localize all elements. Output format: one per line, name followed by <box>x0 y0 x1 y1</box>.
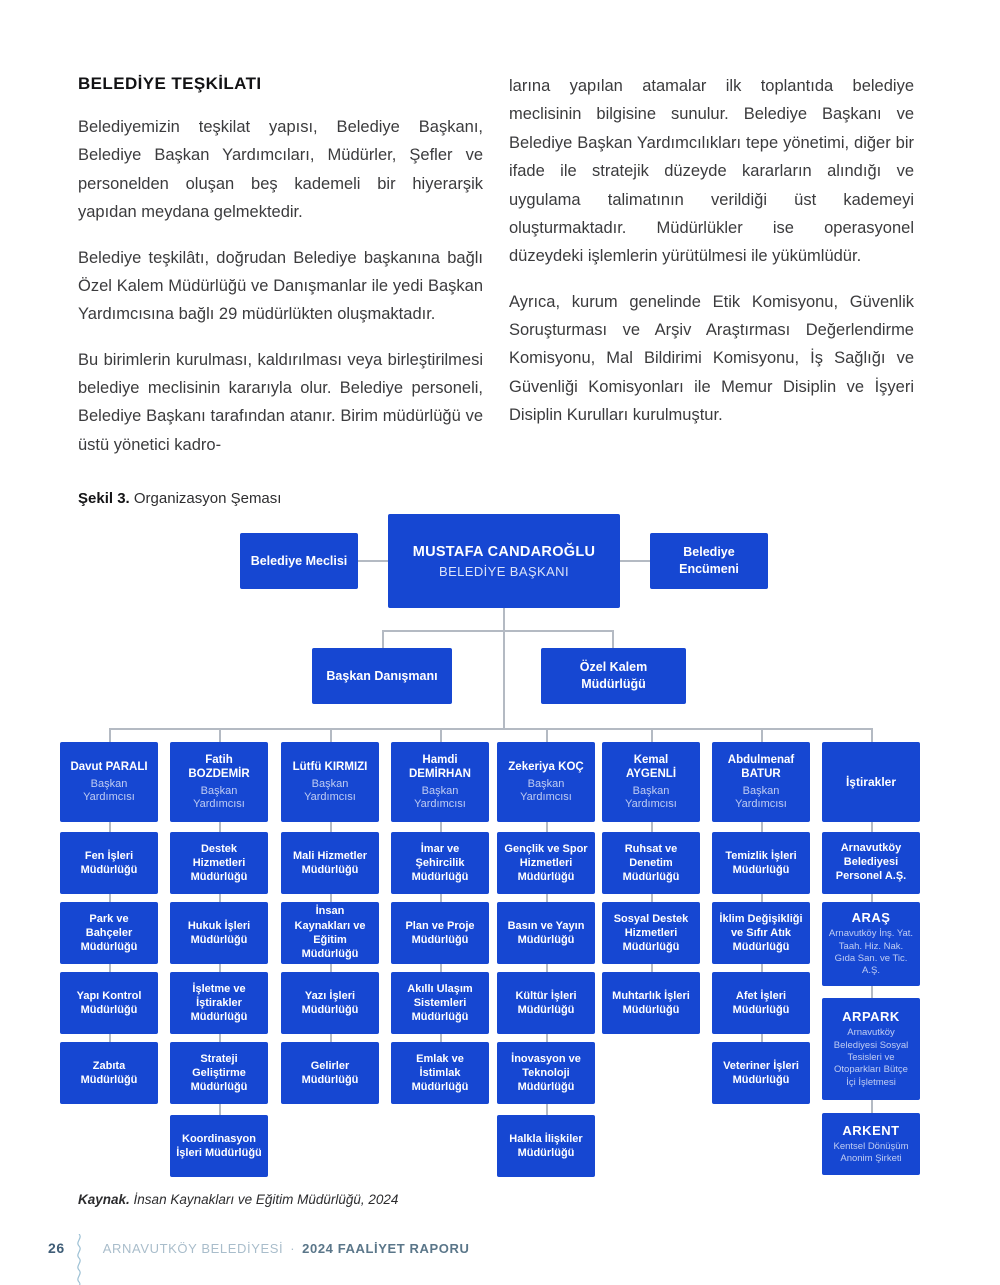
deputy-role: Başkan Yardımcısı <box>193 784 245 810</box>
advisor-label: Başkan Danışmanı <box>326 668 438 683</box>
company-name: Arnavutköy Belediyesi Personel A.Ş. <box>835 842 907 882</box>
unit-label: Koordinasyon İşleri Müdürlüğü <box>176 1132 262 1159</box>
unit-label: İnovasyon ve Teknoloji Müdürlüğü <box>511 1052 581 1094</box>
unit-label: Ruhsat ve Denetim Müdürlüğü <box>622 842 680 884</box>
org-node-mudurluk <box>391 1042 489 1104</box>
org-node-council <box>240 533 358 589</box>
connector <box>761 728 763 743</box>
org-node-mudurluk <box>60 902 158 964</box>
source-caption <box>78 1192 398 1207</box>
unit-label: Akıllı Ulaşım Sistemleri Müdürlüğü <box>407 982 473 1024</box>
deputy-role: Başkan Yardımcısı <box>625 784 677 810</box>
org-node-company <box>822 832 920 894</box>
unit-label: Veteriner İşleri Müdürlüğü <box>723 1059 799 1086</box>
deputy-name: İştirakler <box>845 774 897 789</box>
org-node-mudurluk <box>281 832 379 894</box>
paragraph: Ayrıca, kurum genelinde Etik Komisyonu, Güvenlik Soruşturması ve Arşiv Araştırması Değerlendirme Komisyonu, Mal Bildirimi Komisyonu, İş Sağlığı ve Güvenliği Komisyonları ile Memur Disiplin ve İşyeri Disiplin Kurulları kurulmuştur. <box>509 292 914 425</box>
org-node-mudurluk <box>497 972 595 1034</box>
org-node-deputy <box>60 742 158 822</box>
org-node-mudurluk <box>281 972 379 1034</box>
footer-org-name: ARNAVUTKÖY BELEDİYESİ <box>102 1241 284 1256</box>
unit-label: Destek Hizmetleri Müdürlüğü <box>190 842 248 884</box>
org-node-deputy <box>497 742 595 822</box>
connector <box>620 560 650 562</box>
org-node-deputy <box>822 742 920 822</box>
unit-label: Sosyal Destek Hizmetleri Müdürlüğü <box>613 912 689 954</box>
org-node-mudurluk <box>602 832 700 894</box>
org-node-private-office <box>541 648 686 704</box>
org-node-mudurluk <box>170 1042 268 1104</box>
deputy-name: Zekeriya KOÇ <box>508 761 584 774</box>
paragraph: larına yapılan atamalar ilk toplantıda belediye meclisinin bilgisine sunulur. Belediye Başkanı ve Belediye Başkan Yardımcılıkları tepe yönetimi, diğer bir ifade ile stratejik düzeyde kararların alındığı ve uygulama talimatının verildiği üst kademeyi oluşturmaktadır. Müdürlükler ise operasyonel düzeydeki işlemlerin yürütülmesi ile yükümlüdür. <box>509 77 914 266</box>
unit-label: Emlak ve İstimlak Müdürlüğü <box>411 1052 469 1094</box>
unit-label: İklim Değişikliği ve Sıfır Atık Müdürlüğü <box>719 912 803 954</box>
org-node-committee <box>650 533 768 589</box>
deputy-role: Başkan Yardımcısı <box>735 784 787 810</box>
deputy-name: Lütfü KIRMIZI <box>292 761 368 774</box>
source-caption-label: Kaynak. <box>78 1192 130 1207</box>
unit-label: Temizlik İşleri Müdürlüğü <box>725 849 797 876</box>
deputy-name: Fatih BOZDEMİR <box>188 753 250 781</box>
unit-label: Gelirler Müdürlüğü <box>301 1059 359 1086</box>
org-node-company <box>822 998 920 1100</box>
text-column-left <box>78 72 483 476</box>
org-node-mudurluk <box>712 832 810 894</box>
org-node-mudurluk <box>497 902 595 964</box>
unit-label: Strateji Geliştirme Müdürlüğü <box>190 1052 248 1094</box>
org-node-mudurluk <box>170 902 268 964</box>
org-node-mudurluk <box>170 832 268 894</box>
org-node-deputy <box>391 742 489 822</box>
unit-label: Muhtarlık İşleri Müdürlüğü <box>612 989 690 1016</box>
org-node-mudurluk <box>391 972 489 1034</box>
unit-label: Plan ve Proje Müdürlüğü <box>405 919 475 946</box>
unit-label: Fen İşleri Müdürlüğü <box>80 849 138 876</box>
text-column-right <box>509 72 914 476</box>
org-node-mudurluk <box>391 832 489 894</box>
connector <box>109 728 872 730</box>
connector <box>440 728 442 743</box>
unit-label: Park ve Bahçeler Müdürlüğü <box>80 912 138 954</box>
unit-label: Afet İşleri Müdürlüğü <box>732 989 790 1016</box>
company-name: ARPARK <box>842 1009 900 1025</box>
org-node-mudurluk <box>497 1115 595 1177</box>
unit-label: İşletme ve İştirakler Müdürlüğü <box>190 982 248 1024</box>
connector <box>382 630 384 648</box>
org-node-mudurluk <box>712 1042 810 1104</box>
connector <box>219 728 221 743</box>
org-node-mayor <box>388 514 620 608</box>
deputy-role: Başkan Yardımcısı <box>414 784 466 810</box>
company-desc: Arnavutköy Belediyesi Sosyal Tesisleri ve Otoparkları Bütçe İçi İşletmesi <box>833 1027 909 1088</box>
paragraph: Bu birimlerin kurulması, kaldırılması veya birleştirilmesi belediye meclisinin kararıyla olur. Belediye personeli, Belediye Başkanı tarafından atanır. Birim müdürlüğü ve üstü yönetici kadro- <box>78 350 483 454</box>
council-label: Belediye Meclisi <box>250 553 348 568</box>
org-node-mudurluk <box>391 902 489 964</box>
org-node-mudurluk <box>712 902 810 964</box>
unit-label: Gençlik ve Spor Hizmetleri Müdürlüğü <box>504 842 588 884</box>
body-text <box>78 72 914 476</box>
private-office-label: Özel Kalem Müdürlüğü <box>579 660 648 691</box>
deputy-role: Başkan Yardımcısı <box>520 777 572 803</box>
org-node-mudurluk <box>712 972 810 1034</box>
footer-separator: · <box>290 1241 296 1256</box>
org-node-mudurluk <box>281 902 379 964</box>
company-desc: Arnavutköy İnş. Yat. Taah. Hiz. Nak. Gıda San. ve Tic. A.Ş. <box>828 928 914 977</box>
org-node-mudurluk <box>497 1042 595 1104</box>
deputy-role: Başkan Yardımcısı <box>83 777 135 803</box>
mayor-name: MUSTAFA CANDAROĞLU <box>412 543 596 560</box>
deputy-name: Davut PARALI <box>70 761 148 774</box>
connector <box>503 608 505 729</box>
footer-report-title: 2024 FAALİYET RAPORU <box>302 1241 470 1256</box>
org-node-mudurluk <box>60 972 158 1034</box>
org-node-mudurluk <box>170 1115 268 1177</box>
unit-label: Zabıta Müdürlüğü <box>80 1059 138 1086</box>
committee-label: Belediye Encümeni <box>679 545 739 576</box>
source-caption-text: İnsan Kaynakları ve Eğitim Müdürlüğü, 2024 <box>133 1192 399 1207</box>
org-node-mudurluk <box>60 832 158 894</box>
org-node-mudurluk <box>602 972 700 1034</box>
unit-label: İnsan Kaynakları ve Eğitim Müdürlüğü <box>294 905 366 961</box>
org-node-mudurluk <box>497 832 595 894</box>
unit-label: İmar ve Şehircilik Müdürlüğü <box>411 842 469 884</box>
connector <box>382 630 613 632</box>
paragraph: Belediyemizin teşkilat yapısı, Belediye Başkanı, Belediye Başkan Yardımcıları, Müdürler, Şefler ve personelden oluşan beş kademeli bir hiyerarşik yapıdan meydana gelmektedir. <box>78 118 483 222</box>
connector <box>871 728 873 743</box>
unit-label: Yazı İşleri Müdürlüğü <box>301 989 359 1016</box>
org-node-company <box>822 902 920 986</box>
company-name: ARAŞ <box>851 910 891 926</box>
page-title: BELEDİYE TEŞKİLATI <box>78 74 262 93</box>
connector <box>651 728 653 743</box>
company-desc: Kentsel Dönüşüm Anonim Şirketi <box>833 1140 909 1165</box>
org-node-mudurluk <box>60 1042 158 1104</box>
org-node-mudurluk <box>281 1042 379 1104</box>
unit-label: Hukuk İşleri Müdürlüğü <box>187 919 251 946</box>
page-number: 26 <box>48 1240 65 1256</box>
unit-label: Yapı Kontrol Müdürlüğü <box>76 989 142 1016</box>
org-node-deputy <box>281 742 379 822</box>
org-node-advisor <box>312 648 452 704</box>
connector <box>612 630 614 648</box>
connector <box>109 728 111 743</box>
figure-caption <box>78 490 281 507</box>
deputy-role: Başkan Yardımcısı <box>304 777 356 803</box>
connector <box>546 728 548 743</box>
paragraph: Belediye teşkilâtı, doğrudan Belediye başkanına bağlı Özel Kalem Müdürlüğü ve Danışmanlar ile yedi Başkan Yardımcısına bağlı 29 müdürlükten oluşmaktadır. <box>78 248 483 324</box>
deputy-name: Abdulmenaf BATUR <box>727 753 795 781</box>
org-node-mudurluk <box>602 902 700 964</box>
org-node-company <box>822 1113 920 1175</box>
unit-label: Basın ve Yayın Müdürlüğü <box>507 919 585 946</box>
org-node-deputy <box>170 742 268 822</box>
page-footer <box>48 1240 470 1256</box>
org-chart <box>0 514 1000 1190</box>
deputy-name: Kemal AYGENLİ <box>625 753 677 781</box>
connector <box>358 560 388 562</box>
connector <box>330 728 332 743</box>
unit-label: Halkla İlişkiler Müdürlüğü <box>509 1132 583 1159</box>
org-node-deputy <box>712 742 810 822</box>
org-node-deputy <box>602 742 700 822</box>
figure-caption-label: Şekil 3. <box>78 490 130 507</box>
figure-caption-text: Organizasyon Şeması <box>133 490 282 507</box>
deputy-name: Hamdi DEMİRHAN <box>409 753 471 781</box>
company-name: ARKENT <box>842 1122 900 1138</box>
unit-label: Kültür İşleri Müdürlüğü <box>515 989 577 1016</box>
mayor-title: BELEDİYE BAŞKANI <box>439 563 569 579</box>
org-node-mudurluk <box>170 972 268 1034</box>
unit-label: Mali Hizmetler Müdürlüğü <box>293 849 367 876</box>
